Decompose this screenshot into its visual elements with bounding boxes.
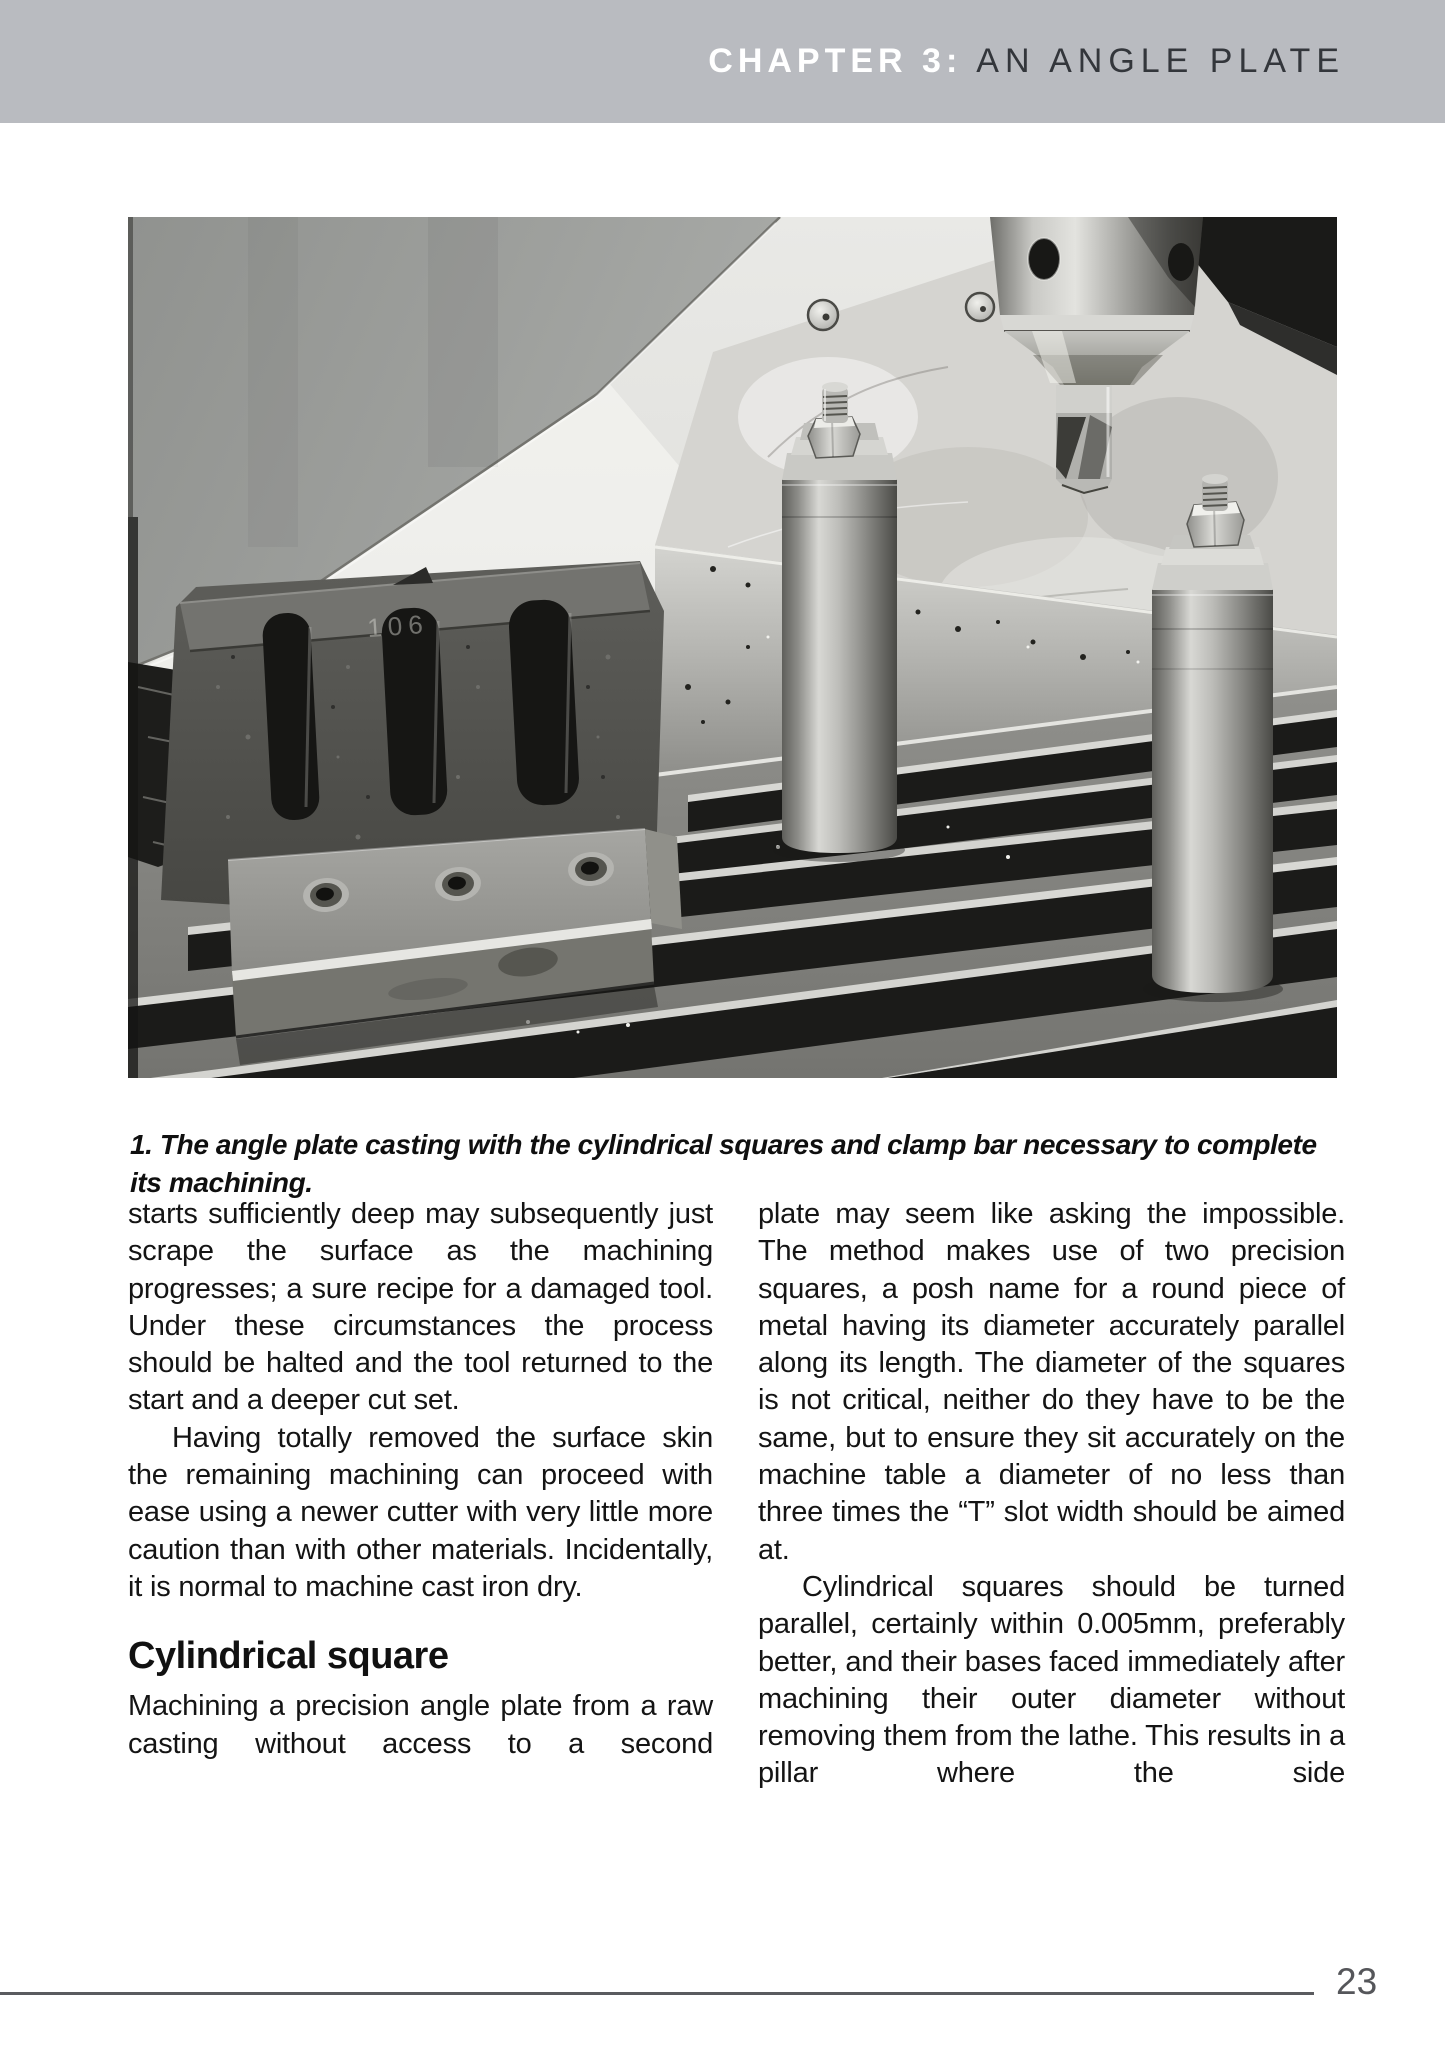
guard-screw-right: [966, 293, 994, 321]
end-mill-cutter: [1056, 385, 1112, 493]
chapter-header-band: [0, 0, 1445, 123]
paragraph: plate may seem like asking the impossible. The method makes use of two precision squares, a posh name for a round piece of metal having its diameter accurately parallel along its length. The diameter of the squares is not critical, neither do they have to be the same, but to ensure they sit accurately on the machine table a diameter of no less than three times the “T” slot width should be aimed at.: [758, 1198, 1345, 1566]
machining-photo-illustration: [128, 217, 1337, 1078]
section-heading: Cylindrical square: [128, 1635, 449, 1678]
body-text: [128, 1196, 1345, 1793]
figure-caption: 1. The angle plate casting with the cylindrical squares and clamp bar necessary to complete its machining.: [130, 1129, 1317, 1198]
right-column: [758, 1196, 1345, 1793]
page-number: 23: [1336, 1961, 1378, 2002]
photo-edge-shadow: [128, 517, 138, 1078]
figure-photo: [128, 217, 1337, 1078]
chapter-number-label: CHAPTER 3:: [708, 42, 963, 80]
photo-edge-line: [128, 217, 133, 517]
footer-rule: [0, 1992, 1314, 1995]
chapter-title: AN ANGLE PLATE: [976, 42, 1345, 80]
casting-marking: 106: [366, 608, 430, 643]
paragraph: Having totally removed the surface skin the remaining machining can proceed with ease using a newer cutter with very little more caution than with other materials. Incidentally, it is normal to machine cast iron dry.: [128, 1421, 713, 1603]
guard-screw-left: [808, 300, 838, 330]
cylindrical-square-left: [773, 382, 905, 862]
paragraph: starts sufficiently deep may subsequently just scrape the surface as the machining progresses; a sure recipe for a damaged tool. Under these circumstances the process should be halted and the tool returned to the start and a deeper cut set.: [128, 1198, 713, 1417]
paragraph: Cylindrical squares should be turned parallel, certainly within 0.005mm, preferably better, and their bases faced immediately after machining their outer diameter without removing them from the lathe. This results in a pillar where the side: [758, 1570, 1345, 1790]
left-column: [128, 1196, 713, 1793]
paragraph: Machining a precision angle plate from a raw casting without access to a second: [128, 1690, 713, 1760]
